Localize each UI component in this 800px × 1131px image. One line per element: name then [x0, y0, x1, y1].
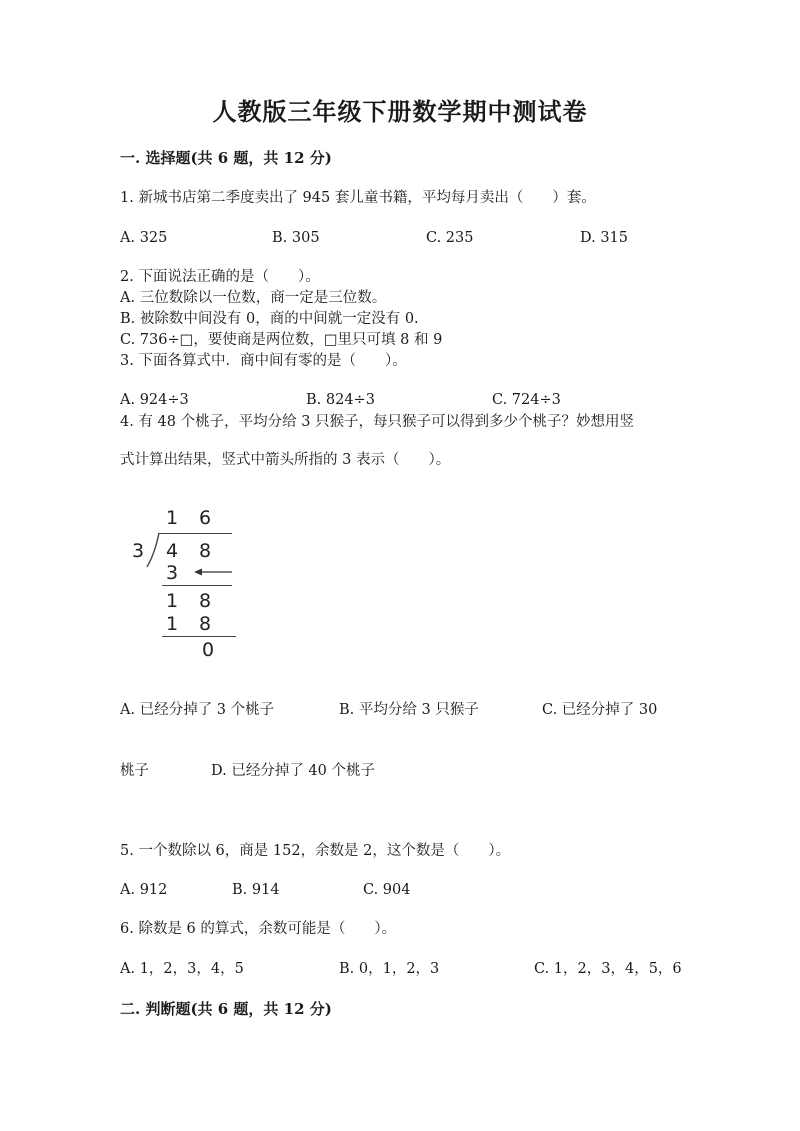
question-4-option-b: B. 平均分给 3 只猴子: [339, 702, 479, 718]
page-title: 人教版三年级下册数学期中测试卷: [212, 97, 588, 126]
question-4-option-d: D. 已经分掉了 40 个桃子: [211, 763, 375, 779]
question-3-option-a: A. 924÷3: [120, 392, 189, 408]
question-4-stem-line2: 式计算出结果，竖式中箭头所指的 3 表示（ ）。: [120, 452, 451, 468]
division-bar: [158, 533, 232, 534]
question-6-option-b: B. 0，1，2，3: [339, 961, 440, 977]
question-1-option-a: A. 325: [120, 230, 168, 246]
question-1-option-d: D. 315: [580, 230, 629, 246]
question-4-option-c: C. 已经分掉了 30: [542, 702, 658, 718]
quotient-digit-tens: 1: [166, 507, 179, 529]
divisor-digit: 3: [132, 540, 145, 562]
subtraction-line-2: [162, 636, 236, 637]
quotient-digit-ones: 6: [199, 507, 212, 529]
question-5-option-a: A. 912: [120, 882, 168, 898]
step3-digit-ones: 8: [199, 613, 212, 635]
dividend-digit-tens: 4: [166, 540, 179, 562]
question-1-option-b: B. 305: [272, 230, 320, 246]
division-bracket: [145, 531, 165, 569]
question-3-option-b: B. 824÷3: [306, 392, 375, 408]
question-1-option-c: C. 235: [426, 230, 474, 246]
question-1-stem: 1. 新城书店第二季度卖出了 945 套儿童书籍，平均每月卖出（ ）套。: [120, 190, 596, 206]
subtraction-line-1: [162, 585, 232, 586]
question-5-stem: 5. 一个数除以 6，商是 152，余数是 2，这个数是（ ）。: [120, 843, 511, 859]
remainder-digit: 0: [202, 639, 215, 661]
question-3-stem: 3. 下面各算式中．商中间有零的是（ ）。: [120, 353, 407, 369]
question-2-option-c: C. 736÷□，要使商是两位数，□里只可填 8 和 9: [120, 332, 443, 348]
dividend-digit-ones: 8: [199, 540, 212, 562]
question-2-option-a: A. 三位数除以一位数，商一定是三位数。: [120, 290, 387, 306]
question-2-option-b: B. 被除数中间没有 0，商的中间就一定没有 0.: [120, 311, 419, 327]
question-2-stem: 2. 下面说法正确的是（ ）。: [120, 269, 320, 285]
section-heading-judgement: 二. 判断题(共 6 题，共 12 分): [120, 1000, 332, 1018]
question-4-stem-line1: 4. 有 48 个桃子，平均分给 3 只猴子，每只猴子可以得到多少个桃子？妙想用竖: [120, 414, 635, 430]
step1-digit: 3: [166, 562, 179, 584]
section-heading-choice: 一. 选择题(共 6 题，共 12 分): [120, 149, 332, 167]
step2-digit-ones: 8: [199, 590, 212, 612]
question-6-stem: 6. 除数是 6 的算式，余数可能是（ ）。: [120, 921, 397, 937]
left-arrow-icon: [192, 566, 234, 578]
question-6-option-c: C. 1，2，3，4，5，6: [534, 961, 682, 977]
question-6-option-a: A. 1，2，3，4，5: [120, 961, 244, 977]
question-5-option-b: B. 914: [232, 882, 280, 898]
question-5-option-c: C. 904: [363, 882, 411, 898]
question-4-option-a: A. 已经分掉了 3 个桃子: [120, 702, 275, 718]
question-4-option-c-continued: 桃子: [120, 763, 149, 779]
question-3-option-c: C. 724÷3: [492, 392, 561, 408]
step2-digit-tens: 1: [166, 590, 179, 612]
step3-digit-tens: 1: [166, 613, 179, 635]
